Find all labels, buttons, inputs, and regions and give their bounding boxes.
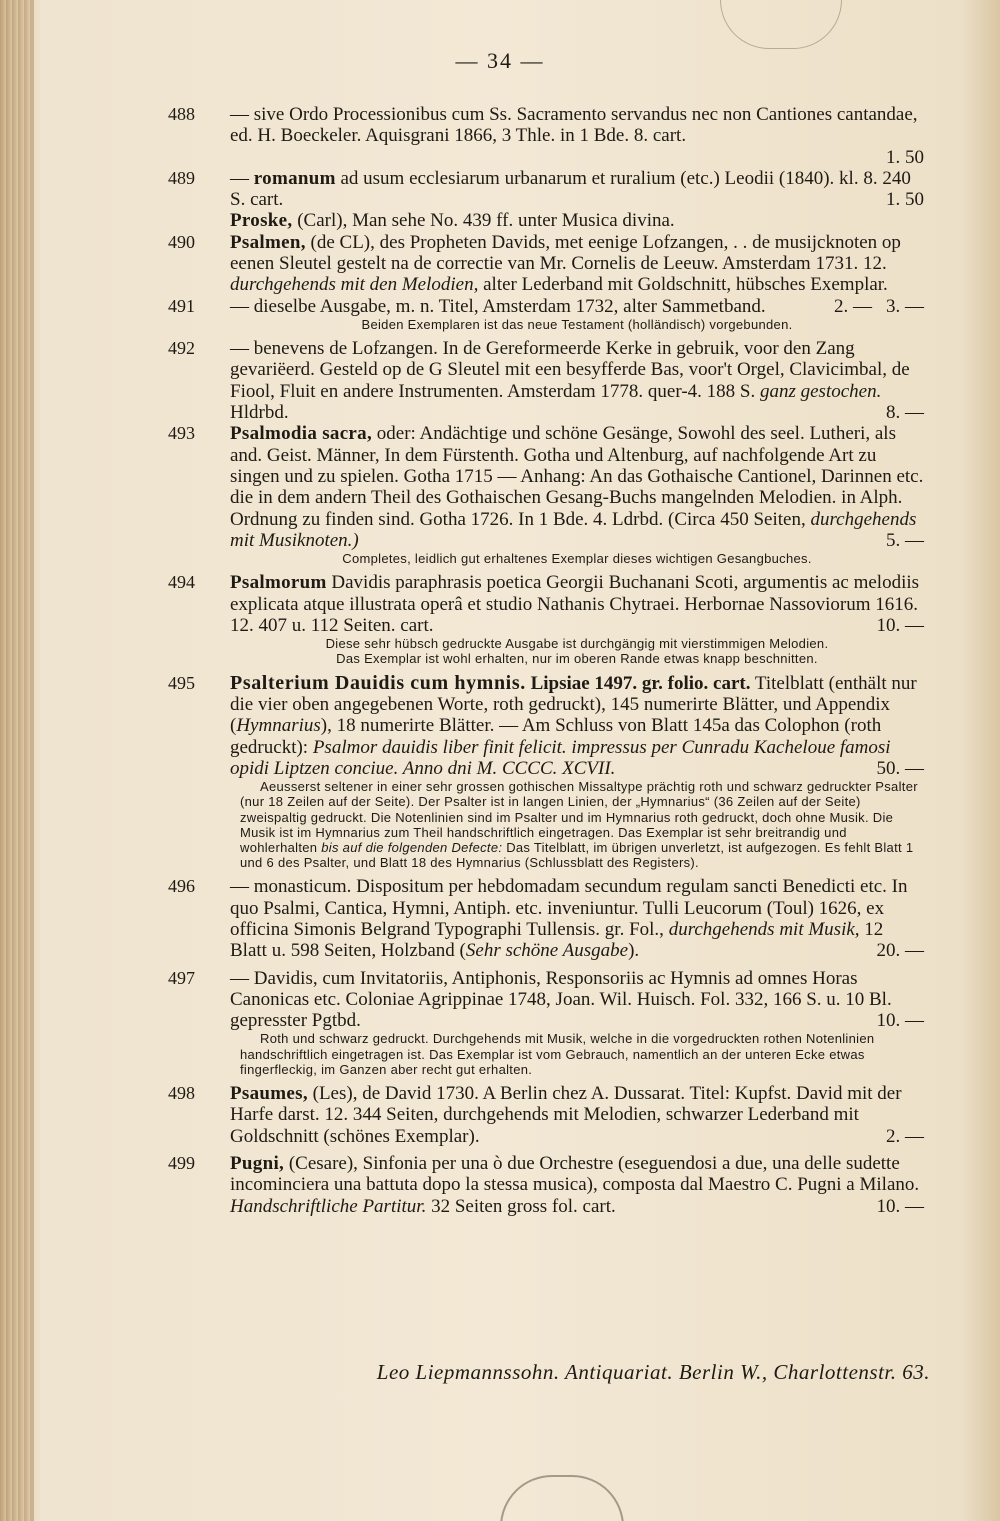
entry-494 — [168, 572, 924, 666]
entry-heading-rest: Lipsiae 1497. gr. folio. cart. — [530, 672, 751, 694]
entry-text-continued: alter Lederband mit Goldschnitt, hübsches Exemplar. — [483, 274, 888, 296]
entry-price: 3. — — [886, 295, 924, 317]
entry-heading: Pugni, — [230, 1152, 285, 1174]
entry-price: 2. — — [886, 1125, 924, 1147]
entry-493 — [168, 423, 924, 566]
entry-text: Davidis paraphrasis poetica Georgii Buchanani Scoti, argumentis ac melodiis explicata atque illustrata operâ et studio Nathanis Chytraei. Herbornae Nassoviorum 1616. 12. 407 u. 112 Seiten. cart. — [230, 572, 920, 636]
entry-text: — monasticum. Dispositum per hebdomadam secundum regulam sancti Benedicti etc. In quo Psalmi, Cantica, Hymni, Antiph. etc. inveniuntur. Tulli Leucorum (Toul) 1626, ex officina Simonis Belgrand Typographi Tullensis. gr. Fol., — [230, 876, 908, 940]
catalogue-entries — [168, 104, 924, 1217]
entry-note-italic: bis auf die folgenden Defecte: — [321, 839, 503, 855]
entry-italic: Handschriftliche Partitur. — [230, 1195, 427, 1217]
entry-price: 1. 50 — [886, 146, 924, 168]
entry-text-continued: Hldrbd. — [230, 402, 289, 424]
entry-note: Completes, leidlich gut erhaltenes Exemplar dieses wichtigen Gesangbuches. — [342, 551, 812, 567]
entry-text-end: ). — [628, 940, 640, 962]
entry-number: 499 — [168, 1152, 195, 1173]
entry-495 — [168, 673, 924, 871]
entry-text: (de CL), des Propheten Davids, met eenige Lofzangen, . . de musijcknoten op eenen Sleutel gestelt na de correctie van Mr. Cornelis de Leeuw. Amsterdam 1731. 12. — [230, 231, 901, 275]
entry-text-continued: ), 18 numerirte Blätter. — Am Schluss von Blatt 145a das Colophon (roth gedruckt): — [230, 715, 882, 758]
entry-498 — [168, 1083, 924, 1147]
spine-shadow — [30, 0, 34, 1521]
entry-note: Diese sehr hübsch gedruckte Ausgabe ist durchgängig mit vierstimmigen Melodien. — [325, 636, 829, 652]
entry-price: 1. 50 — [886, 189, 924, 211]
entry-italic: durchgehends mit den Melodien, — [230, 274, 479, 296]
entry-text: — Davidis, cum Invitatoriis, Antiphonis, Responsoriis ac Hymnis ad omnes Horas Canonicas etc. Coloniae Agrippinae 1748, Joan. Wil. Huisch. Fol. 332, 166 S. u. 10 Bl. gepresster Pgtbd. — [230, 967, 892, 1032]
entry-colophon: Psalmor dauidis liber finit felicit. impressus per Cunradu Kacheloue famosi opidi Liptzen conciue. Anno dni M. CCCC. XCVII. — [230, 736, 891, 779]
entry-italic: ganz gestochen. — [759, 380, 882, 402]
entry-number: 495 — [168, 672, 195, 693]
entry-price: 10. — — [876, 1010, 924, 1032]
entry-note — [230, 779, 924, 870]
entry-heading: Psalmen, — [230, 231, 306, 253]
entry-text: (Les), de David 1730. A Berlin chez A. Dussarat. Titel: Kupfst. David mit der Harfe darst. 12. 344 Seiten, durchgehends mit Melodien, schwarzer Lederband mit Goldschnitt (schönes Exemplar). — [230, 1083, 902, 1147]
entry-note: Das Exemplar ist wohl erhalten, nur im oberen Rande etwas knapp beschnitten. — [336, 651, 818, 667]
entry-text: — dieselbe Ausgabe, m. n. Titel, Amsterdam 1732, alter Sammetband. — [230, 295, 766, 317]
entry-heading: Proske, — [230, 210, 293, 232]
entry-text: — sive Ordo Processionibus cum Ss. Sacramento servandus nec non Cantiones cantandae, ed. H. Boeckeler. Aquisgrani 1866, 3 Thle. in 1 Bde. 8. cart. — [230, 104, 918, 147]
entry-number: 497 — [168, 967, 195, 988]
entry-text: (Cesare), Sinfonia per una ò due Orchestre (eseguendosi a due, una delle sudette incominciera una battuta dopo la stessa musica), composta dal Maestro C. Pugni a Milano. — [230, 1152, 920, 1196]
entry-italic-2: Sehr schöne Ausgabe — [465, 940, 629, 962]
entry-text-continued: 32 Seiten gross fol. cart. — [431, 1195, 616, 1217]
entry-text: Titelblatt (enthält nur die vier oben angegebenen Worte, roth gedruckt), 145 numerirte Blätter, und Appendix ( — [230, 672, 917, 737]
entry-heading: Psalterium Dauidis cum hymnis. — [230, 671, 526, 694]
entry-number: 489 — [168, 167, 195, 188]
page-number: — 34 — — [455, 48, 545, 73]
entry-italic: durchgehends mit Musik, — [668, 918, 860, 940]
entry-489 — [168, 168, 924, 211]
entry-dash: — — [230, 167, 249, 189]
entry-price: 5. — — [886, 529, 924, 551]
entry-price: 8. — — [886, 402, 924, 424]
entry-heading: Psalmodia sacra, — [230, 423, 373, 445]
entry-number: 488 — [168, 104, 195, 124]
entry-note-text: Aeusserst seltener in einer sehr grossen gothischen Missaltype prächtig roth und schwarz gedruckter Psalter (nur 18 Zeilen auf der Seite). Der Psalter ist in langen Linien, der „Hymnarius“ (36 Zeilen auf der Seite) zweispaltig gedruckt. Die Notenlinien sind im Psalter und im Hymnarius roth gedruckt, doch ohne Musik. Die Musik ist im Hymnarius zum Theil handschriftlich eingetragen. Das Exemplar ist sehr breitrandig und wohlerhalten — [240, 779, 918, 855]
entry-491 — [168, 296, 924, 333]
entry-price: 10. — — [876, 1195, 924, 1217]
entry-note: Roth und schwarz gedruckt. Durchgehends mit Musik, welche in die vorgedruckten rothen Notenlinien handschriftlich eingetragen ist. Das Exemplar ist vom Gebrauch, namentlich an der unteren Ecke etwas fingerfleckig, im Ganzen aber recht gut erhalten. — [240, 1031, 875, 1077]
entry-italic: durchgehends mit Musiknoten.) — [230, 508, 917, 551]
entry-note: Beiden Exemplaren ist das neue Testament (holländisch) vorgebunden. — [361, 316, 793, 332]
entry-price: 50. — — [876, 757, 924, 779]
entry-number: 494 — [168, 572, 195, 593]
entry-number: 498 — [168, 1083, 195, 1104]
entry-text: ad usum ecclesiarum urbanarum et ruralium (etc.) Leodii (1840). kl. 8. 240 S. cart. — [230, 167, 911, 211]
entry-note-text-continued: Das Titelblatt, im übrigen unverletzt, ist aufgezogen. Es fehlt Blatt 1 und 6 des Psalter, und Blatt 18 des Hymnarius (Schlussblatt des Registers). — [240, 839, 914, 871]
entry-text: (Carl), Man sehe No. 439 ff. unter Musica divina. — [297, 210, 675, 232]
entry-text: oder: Andächtige und schöne Gesänge, Sowohl des seel. Lutheri, als and. Geist. Männer, In dem Fürstenth. Gotha und Altenburg, auf nachfolgende Art zu singen und zu spielen. Gotha 1715 — Anhang: An das Gothaische Cantionel, Darinnen etc. die in dem andern Theil des Gothaischen Gesang-Buchs mangelnden Melodien. in Alph. Ordnung zu finden sind. Gotha 1726. In 1 Bde. 4. Ldrbd. (Circa 450 Seiten, — [230, 423, 924, 530]
entry-price: 2. — — [834, 295, 872, 317]
entry-number: 492 — [168, 338, 195, 359]
entry-italic: Hymnarius — [236, 715, 321, 737]
entry-499 — [168, 1153, 924, 1217]
entry-number: 490 — [168, 231, 195, 252]
entry-heading: Psaumes, — [230, 1083, 308, 1105]
paper-corner-mark — [720, 0, 842, 49]
entry-text-continued: 12 Blatt u. 598 Seiten, Holzband ( — [230, 918, 884, 962]
publisher-footer: Leo Liepmannssohn. Antiquariat. Berlin W., Charlottenstr. 63. — [376, 1360, 930, 1384]
entry-492 — [168, 338, 924, 423]
entry-heading: romanum — [253, 167, 336, 189]
entry-text: — benevens de Lofzangen. In de Gereformeerde Kerke in gebruik, voor den Zang gevariëerd. Gesteld op de G Sleutel mit een besyfferde Bas, voor't Orgel, Clavicimbal, de Fiool, Fluit en andere Instrumenten. Amsterdam 1778. quer-4. 188 S. — [230, 338, 910, 402]
entry-number: 493 — [168, 423, 195, 444]
entry-488 — [168, 104, 924, 168]
library-stamp — [500, 1475, 624, 1521]
book-spine — [0, 0, 30, 1521]
cross-reference-proske — [168, 210, 924, 231]
entry-price: 10. — — [876, 614, 924, 636]
entry-heading: Psalmorum — [230, 572, 327, 594]
entry-497 — [168, 968, 924, 1078]
entry-496 — [168, 876, 924, 961]
entry-price: 20. — — [876, 940, 924, 962]
entry-number: 491 — [168, 295, 195, 316]
entry-number: 496 — [168, 876, 195, 897]
